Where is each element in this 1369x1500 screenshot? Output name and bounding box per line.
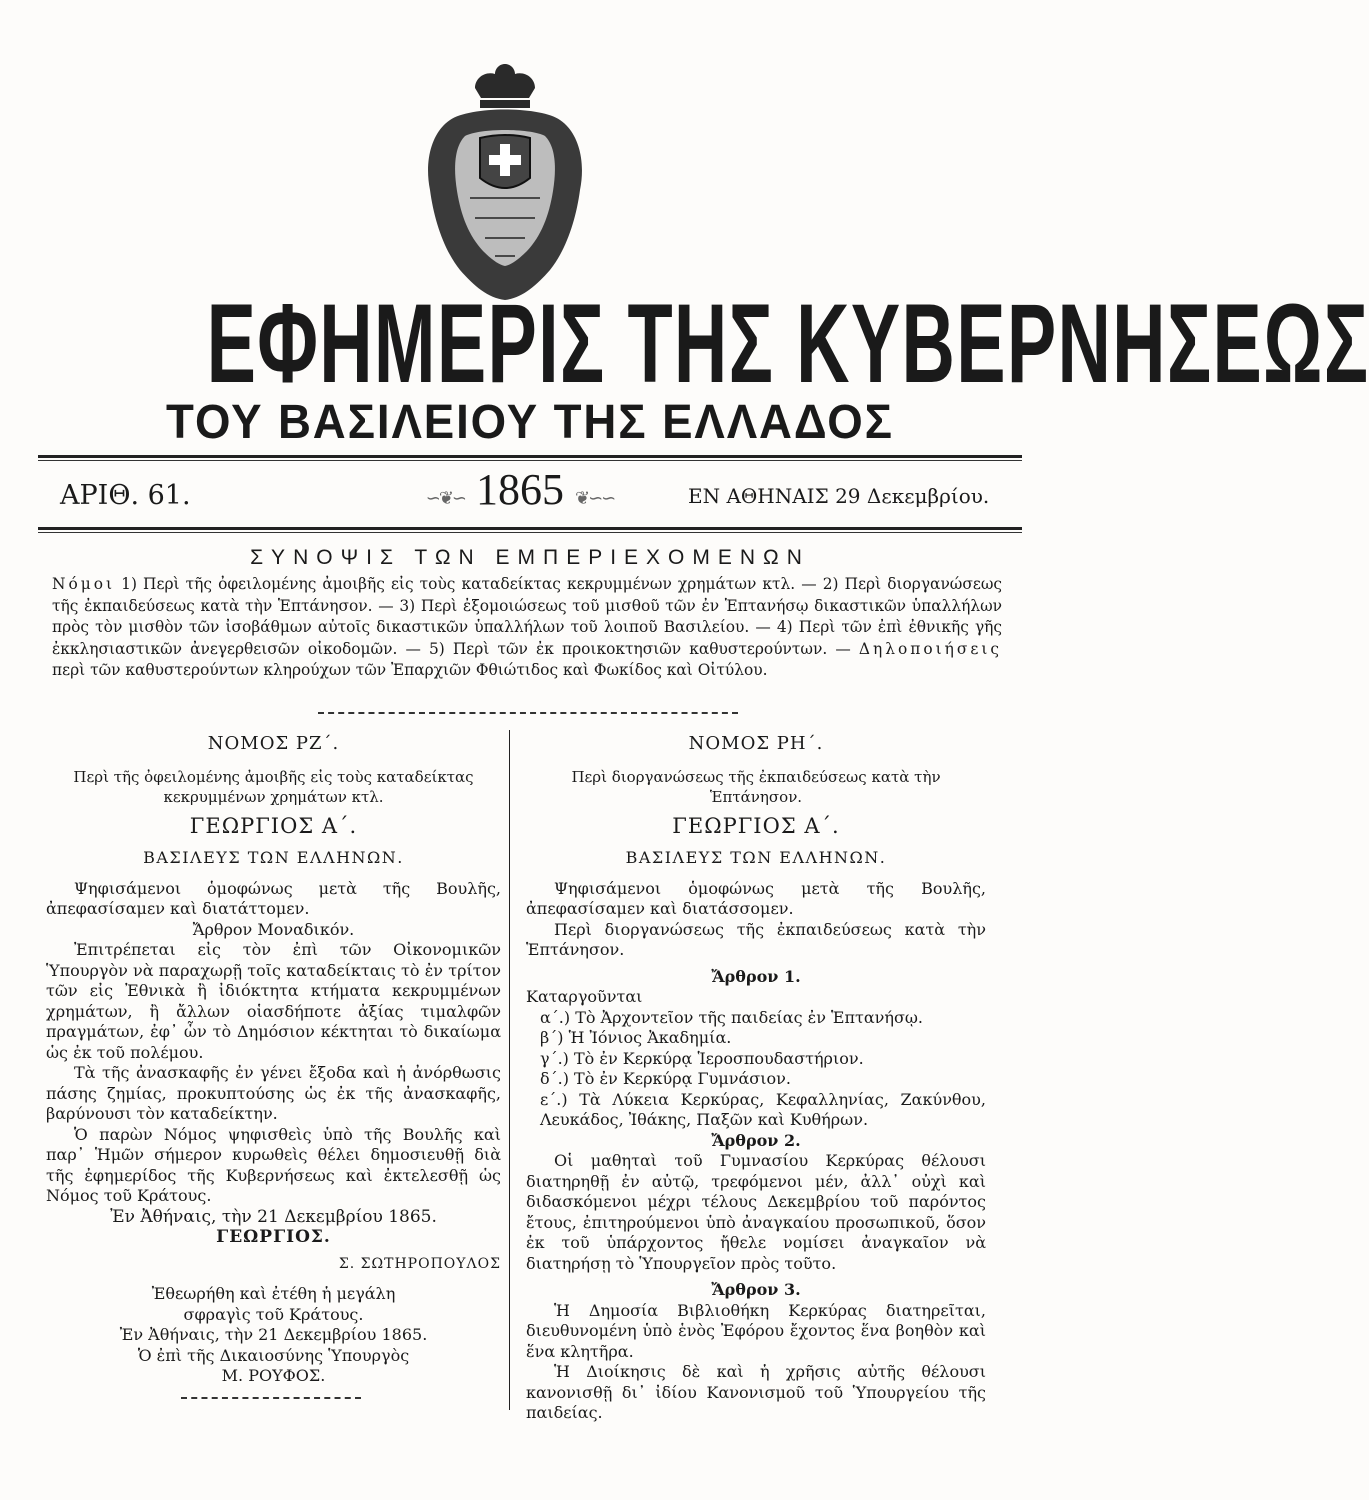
abolished-label: Καταργοῦνται [526,987,643,1006]
king-title: ΒΑΣΙΛΕΥΣ ΤΩΝ ΕΛΛΗΝΩΝ. [625,848,887,867]
paragraph-3: Ὁ παρὼν Νόμος ψηφισθεὶς ὑπὸ τῆς Βουλῆς καὶ παρ᾽ Ἡμῶν σήμερον κυρωθεὶς θέλει δημοσιευθῇ διὰ τῆς ἐφημερίδος τῆς Κυβερνήσεως καὶ ἐκτελεσθῇ ὡς Νόμος τοῦ Κράτους. [46,1124,501,1205]
article-2-text: Οἱ μαθηταὶ τοῦ Γυμνασίου Κερκύρας θέλουσι διατηρηθῇ ἐν αὐτῷ, τρεφόμενοι μέν, ἀλλ᾽ οὐχὶ καὶ διδασκόμενοι μέχρι τέλους Δεκεμβρίου τοῦ παρόντος ἔτους, ἐπιτηρούμενοι ὑπὸ ἀναγκαίου προσωπικοῦ, ὅσον ἐκ τοῦ ὑπάρχοντος ἤθελε νομίσει ἀναγκαῖον νὰ διατηρήσῃ τὸ Ὑπουργεῖον πρὸς τοῦτο. [526,1151,986,1273]
law-subject: Περὶ διοργανώσεως τῆς ἐκπαιδεύσεως κατὰ τὴν Ἑπτάνησον. [571,767,941,806]
left-column [46,734,501,1387]
ornament-left-icon: ∽❦∽ [425,488,465,508]
list-item: ε΄.) Τὰ Λύκεια Κερκύρας, Κεφαλληνίας, Ζακύνθου, Λευκάδος, Ἰθάκης, Παξῶν καὶ Κυθήρων. [540,1089,986,1129]
list-item: α΄.) Τὸ Ἀρχοντεῖον τῆς παιδείας ἐν Ἑπτανήσῳ. [540,1007,924,1027]
year-value: 1865 [476,465,564,514]
synopsis-body-2: περὶ τῶν καθυστερούντων κληρούχων τῶν Ἐπαρχιῶν Φθιώτιδος καὶ Φωκίδος καὶ Οἰτύλου. [52,661,768,679]
section-divider [318,712,738,714]
law-subject: Περὶ τῆς ὀφειλομένης ἀμοιβῆς εἰς τοὺς καταδείκτας κεκρυμμένων χρημάτων κτλ. [73,767,474,806]
seal-line-2: σφραγὶς τοῦ Κράτους. [183,1304,364,1324]
list-item: δ΄.) Τὸ ἐν Κερκύρᾳ Γυμνάσιον. [540,1069,791,1088]
law-title: ΝΟΜΟΣ ΡΖ΄. [207,733,340,754]
end-rule [181,1397,361,1399]
dateline: Ἐν Ἀθήναις, τὴν 21 Δεκεμβρίου 1865. [110,1206,437,1227]
signature-king: ΓΕΩΡΓΙΟΣ. [216,1227,331,1247]
issue-number: ΑΡΙΘ. 61. [60,480,191,511]
article-3-text-b: Ἡ Διοίκησις δὲ καὶ ἡ χρῆσις αὐτῆς θέλουσι κανονισθῇ δι᾽ ἰδίου Κανονισμοῦ τοῦ Ὑπουργείου τῆς παιδείας. [526,1362,986,1422]
paragraph-1: Ἐπιτρέπεται εἰς τὸν ἐπὶ τῶν Οἰκονομικῶν Ὑπουργὸν νὰ παραχωρῇ τοῖς καταδείκταις τὸ ἐν τρίτον τῶν εἰς Ἐθνικὰ ἢ ἰδιόκτητα κτήματα κεκρυμμένων χρημάτων, ἢ ἄλλων οἱασδήποτε ἀξίας τιμαλφῶν πραγμάτων, ἐφ᾽ ὧν τὸ Δημόσιον κέκτηται τὸ δικαίωμα ὡς ἐκ τοῦ πολέμου. [46,940,501,1062]
article-heading: Ἄρθρον Μοναδικόν. [192,919,355,939]
law-title: ΝΟΜΟΣ ΡΗ΄. [688,733,824,754]
synopsis-title: ΣΥΝΟΨΙΣ ΤΩΝ ΕΜΠΕΡΙΕΧΟΜΕΝΩΝ [250,546,810,569]
enactment-intro: Ψηφισάμενοι ὁμοφώνως μετὰ τῆς Βουλῆς, ἀπεφασίσαμεν καὶ διατάσσομεν. [526,878,986,918]
article-3-text-a: Ἡ Δημοσία Βιβλιοθήκη Κερκύρας διατηρεῖται, διευθυνομένη ὑπὸ ἑνὸς Ἐφόρου ἔχοντος ἕνα βοηθὸν καὶ ἕνα κλητῆρα. [526,1300,986,1361]
header-rule-top [38,455,1022,458]
seal-line-3: Ἐν Ἀθήναις, τὴν 21 Δεκεμβρίου 1865. [119,1325,428,1344]
issue-year [330,464,710,515]
masthead-subtitle: ΤΟΥ ΒΑΣΙΛΕΙΟΥ ΤΗΣ ΕΛΛΑΔΟΣ [166,396,894,449]
seal-signature: Μ. ΡΟΥΦΟΣ. [221,1366,326,1385]
article-2-heading: Ἄρθρον 2. [711,1130,801,1150]
synopsis-body: 1) Περὶ τῆς ὀφειλομένης ἀμοιβῆς εἰς τοὺς καταδείκτας κεκρυμμένων χρημάτων κτλ. — 2) Περὶ διοργανώσεως τῆς ἐκπαιδεύσεως κατὰ τὴν Ἑπτάνησον. — 3) Περὶ ἐξομοιώσεως τοῦ μισθοῦ τῶν ἐν Ἑπτανήσῳ δικαστικῶν ὑπαλλήλων πρὸς τὸν μισθὸν τῶν ἰσοβάθμων αὐτοῖς δικαστικῶν ὑπαλλήλων τοῦ λοιποῦ Βασιλείου. — 4) Περὶ τῶν ἐπὶ ἐθνικῆς γῆς ἐκκλησιαστικῶν ἀνεγερθεισῶν οἰκοδομῶν. — 5) Περὶ τῶν ἐκ προικοκτησιῶν καθυστερούντων. — [52,575,1002,658]
list-item: γ΄.) Τὸ ἐν Κερκύρᾳ Ἱεροσπουδαστήριον. [540,1048,864,1068]
article-1-heading: Ἄρθρον 1. [711,966,801,986]
issue-date: ΕΝ ΑΘΗΝΑΙΣ 29 Δεκεμβρίου. [688,484,990,508]
synopsis-lead-2: Δηλοποιήσεις [858,639,1002,658]
column-divider [509,730,510,1410]
newspaper-masthead: ΕΦΗΜΕΡΙΣ ΤΗΣ ΚΥΒΕΡΝΗΣΕΩΣ [206,281,1369,406]
article-3-heading: Ἄρθρον 3. [711,1280,801,1299]
header-rule-bottom-thin [38,532,1022,533]
synopsis-lead: Νόμοι [52,575,116,593]
king-name: ΓΕΩΡΓΙΟΣ Α΄. [672,813,840,838]
paragraph-2: Τὰ τῆς ἀνασκαφῆς ἐν γένει ἔξοδα καὶ ἡ ἀνόρθωσις πάσης ζημίας, προκυπτούσης ὡς ἐκ τῆς ἀνασκαφῆς, βαρύνουσι τὸν καταδείκτην. [46,1063,501,1123]
right-column [526,734,986,1424]
king-title: ΒΑΣΙΛΕΥΣ ΤΩΝ ΕΛΛΗΝΩΝ. [143,848,404,867]
enactment-intro: Ψηφισάμενοι ὁμοφώνως μετὰ τῆς Βουλῆς, ἀπεφασίσαμεν καὶ διατάττομεν. [46,878,501,918]
seal-line-1: Ἐθεωρήθη καὶ ἐτέθη ἡ μεγάλη [151,1284,396,1303]
ornament-right-icon: ❦∽∽ [575,488,615,508]
header-rule-bottom [38,527,1022,530]
header-rule-top-thin [38,460,1022,461]
king-name: ΓΕΩΡΓΙΟΣ Α΄. [189,813,358,838]
enactment-intro-2: Περὶ διοργανώσεως τῆς ἐκπαιδεύσεως κατὰ τὴν Ἑπτάνησον. [526,919,986,959]
signature-minister: Σ. ΣΩΤΗΡΟΠΟΥΛΟΣ [338,1255,501,1272]
synopsis-text [52,574,1002,682]
seal-line-4: Ὁ ἐπὶ τῆς Δικαιοσύνης Ὑπουργὸς [137,1345,410,1365]
royal-coat-of-arms-emblem [420,58,590,303]
list-item: β΄) Ἡ Ἰόνιος Ἀκαδημία. [540,1028,732,1047]
